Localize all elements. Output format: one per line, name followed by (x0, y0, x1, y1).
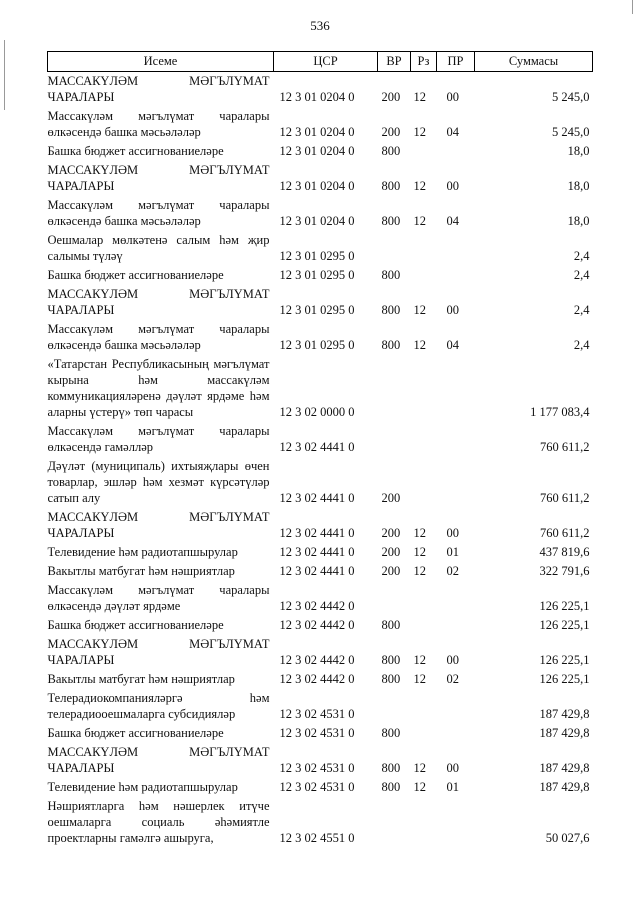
row-vr: 800 (381, 214, 401, 228)
table-row (48, 616, 593, 635)
row-vr (378, 231, 411, 266)
row-sum: 126 225,1 (539, 672, 590, 686)
row-sum: 187 429,8 (539, 780, 590, 794)
row-vr: 800 (381, 726, 401, 740)
row-vr: 200 (381, 125, 401, 139)
table-row (48, 743, 593, 778)
row-name: Массакүләм мәгълүмат чаралары өлкәсендә башка мәсьәләләр (47, 198, 270, 228)
row-sum: 2,4 (573, 338, 590, 352)
table-header-row (48, 52, 593, 72)
row-rz: 12 (413, 545, 426, 559)
header-csr: ЦСР (274, 52, 378, 72)
row-csr: 12 3 02 4442 0 (279, 653, 355, 667)
row-sum: 50 027,6 (545, 831, 590, 845)
row-pr (437, 266, 475, 285)
row-sum: 187 429,8 (539, 761, 590, 775)
table-row (48, 457, 593, 508)
row-sum: 5 245,0 (552, 125, 590, 139)
row-rz (411, 457, 437, 508)
row-vr: 200 (381, 564, 401, 578)
row-vr: 800 (381, 268, 401, 282)
table-body (48, 72, 593, 849)
row-pr: 00 (446, 526, 459, 540)
row-pr (437, 422, 475, 457)
row-rz (411, 422, 437, 457)
row-vr (378, 422, 411, 457)
row-name: МАССАКҮЛӘМ МӘГЪЛҮМАТ ЧАРАЛАРЫ (47, 637, 270, 667)
row-vr: 200 (381, 491, 401, 505)
row-rz (411, 616, 437, 635)
row-sum: 760 611,2 (539, 491, 590, 505)
row-sum: 2,4 (573, 303, 590, 317)
table-row (48, 689, 593, 724)
row-pr: 02 (446, 564, 459, 578)
table-row (48, 285, 593, 320)
row-csr: 12 3 01 0204 0 (279, 214, 355, 228)
table-row (48, 778, 593, 797)
row-vr: 800 (381, 144, 401, 158)
row-sum: 18,0 (567, 144, 590, 158)
table-row (48, 581, 593, 616)
row-name: Телевидение һәм радиотапшырулар (47, 545, 238, 559)
row-pr: 04 (446, 214, 459, 228)
table-row (48, 142, 593, 161)
row-name: Башка бюджет ассигнованиеләре (47, 726, 224, 740)
row-name: Оешмалар мөлкәтенә салым һәм җир салымы түләү (47, 233, 270, 263)
row-name: Массакүләм мәгълүмат чаралары өлкәсендә дәүләт ярдәме (47, 583, 270, 613)
row-sum: 322 791,6 (539, 564, 590, 578)
row-vr: 800 (381, 618, 401, 632)
row-rz: 12 (413, 303, 426, 317)
row-csr: 12 3 01 0295 0 (279, 338, 355, 352)
row-sum: 2,4 (573, 268, 590, 282)
row-rz (411, 689, 437, 724)
row-csr: 12 3 02 4442 0 (279, 672, 355, 686)
table-row (48, 161, 593, 196)
row-rz (411, 355, 437, 422)
row-pr (437, 142, 475, 161)
row-rz: 12 (413, 564, 426, 578)
row-pr: 01 (446, 545, 459, 559)
row-csr: 12 3 01 0295 0 (279, 303, 355, 317)
row-csr: 12 3 02 4531 0 (279, 780, 355, 794)
row-name: Вакытлы матбугат һәм нәшриятлар (47, 672, 235, 686)
row-rz: 12 (413, 90, 426, 104)
row-csr: 12 3 02 4531 0 (279, 726, 355, 740)
row-pr: 00 (446, 653, 459, 667)
row-sum: 2,4 (573, 249, 590, 263)
row-pr (437, 724, 475, 743)
row-pr: 04 (446, 125, 459, 139)
row-csr: 12 3 01 0204 0 (279, 125, 355, 139)
row-name: Башка бюджет ассигнованиеләре (47, 618, 224, 632)
row-pr: 02 (446, 672, 459, 686)
row-csr: 12 3 01 0295 0 (279, 268, 355, 282)
row-rz: 12 (413, 780, 426, 794)
row-name: Башка бюджет ассигнованиеләре (47, 144, 224, 158)
table-row (48, 562, 593, 581)
row-sum: 126 225,1 (539, 618, 590, 632)
row-name: МАССАКҮЛӘМ МӘГЪЛҮМАТ ЧАРАЛАРЫ (47, 745, 270, 775)
row-sum: 187 429,8 (539, 707, 590, 721)
row-vr (378, 355, 411, 422)
row-rz (411, 581, 437, 616)
table-row (48, 266, 593, 285)
row-pr: 00 (446, 761, 459, 775)
row-sum: 187 429,8 (539, 726, 590, 740)
row-rz: 12 (413, 761, 426, 775)
row-rz: 12 (413, 526, 426, 540)
table-row (48, 422, 593, 457)
budget-table (47, 51, 593, 848)
row-vr (378, 689, 411, 724)
row-sum: 126 225,1 (539, 599, 590, 613)
row-csr: 12 3 02 4442 0 (279, 599, 355, 613)
row-name: Телерадиокомпанияләргә һәм телерадиооешмаларга субсидияләр (47, 691, 270, 721)
table-row (48, 320, 593, 355)
row-name: Нәшриятларга һәм нәшерлек итүче оешмаларга социаль әһәмиятле проектларны гамәлгә ашыруга, (47, 799, 270, 845)
row-pr: 01 (446, 780, 459, 794)
row-csr: 12 3 02 4531 0 (279, 707, 355, 721)
row-csr: 12 3 02 4441 0 (279, 564, 355, 578)
header-name: Исеме (48, 52, 274, 72)
row-csr: 12 3 02 4551 0 (279, 831, 355, 845)
row-rz (411, 231, 437, 266)
row-rz: 12 (413, 338, 426, 352)
row-sum: 760 611,2 (539, 440, 590, 454)
scan-margin-mark (632, 0, 633, 14)
row-pr (437, 355, 475, 422)
row-pr: 00 (446, 179, 459, 193)
row-vr: 200 (381, 526, 401, 540)
table-row (48, 724, 593, 743)
row-name: Дәүләт (муниципаль) ихтыяҗлары өчен товарлар, эшләр һәм хезмәт күрсәтүләр сатып алу (47, 459, 270, 505)
row-csr: 12 3 02 4441 0 (279, 526, 355, 540)
header-vr: ВР (378, 52, 411, 72)
table-row (48, 670, 593, 689)
row-vr (378, 797, 411, 848)
row-csr: 12 3 02 0000 0 (279, 405, 355, 419)
row-sum: 18,0 (567, 214, 590, 228)
row-pr (437, 457, 475, 508)
row-csr: 12 3 02 4441 0 (279, 545, 355, 559)
row-sum: 1 177 083,4 (530, 405, 590, 419)
row-csr: 12 3 01 0204 0 (279, 179, 355, 193)
row-csr: 12 3 02 4441 0 (279, 491, 355, 505)
header-sum: Суммасы (475, 52, 593, 72)
row-pr (437, 616, 475, 635)
table-row (48, 355, 593, 422)
row-name: Массакүләм мәгълүмат чаралары өлкәсендә башка мәсьәләләр (47, 109, 270, 139)
row-rz: 12 (413, 672, 426, 686)
row-name: МАССАКҮЛӘМ МӘГЪЛҮМАТ ЧАРАЛАРЫ (47, 74, 270, 104)
row-rz (411, 142, 437, 161)
row-name: Телевидение һәм радиотапшырулар (47, 780, 238, 794)
row-pr: 04 (446, 338, 459, 352)
row-name: МАССАКҮЛӘМ МӘГЪЛҮМАТ ЧАРАЛАРЫ (47, 163, 270, 193)
row-csr: 12 3 02 4531 0 (279, 761, 355, 775)
page-number: 536 (310, 18, 330, 33)
row-vr: 200 (381, 545, 401, 559)
row-rz (411, 724, 437, 743)
row-pr: 00 (446, 90, 459, 104)
row-vr: 800 (381, 303, 401, 317)
row-sum: 5 245,0 (552, 90, 590, 104)
row-vr: 800 (381, 179, 401, 193)
row-sum: 760 611,2 (539, 526, 590, 540)
row-sum: 18,0 (567, 179, 590, 193)
table-row (48, 196, 593, 231)
row-vr: 800 (381, 653, 401, 667)
row-vr (378, 581, 411, 616)
row-pr: 00 (446, 303, 459, 317)
row-rz: 12 (413, 179, 426, 193)
row-name: Массакүләм мәгълүмат чаралары өлкәсендә башка мәсьәләләр (47, 322, 270, 352)
table-row (48, 635, 593, 670)
table-row (48, 107, 593, 142)
scan-margin-mark (4, 40, 5, 110)
row-rz (411, 797, 437, 848)
row-vr: 800 (381, 780, 401, 794)
header-pr: ПР (437, 52, 475, 72)
row-pr (437, 689, 475, 724)
table-row (48, 543, 593, 562)
table-row (48, 508, 593, 543)
row-name: Массакүләм мәгълүмат чаралары өлкәсендә гамәлләр (47, 424, 270, 454)
row-name: Вакытлы матбугат һәм нәшриятлар (47, 564, 235, 578)
table-row (48, 72, 593, 108)
table-row (48, 231, 593, 266)
row-rz: 12 (413, 653, 426, 667)
row-name: Башка бюджет ассигнованиеләре (47, 268, 224, 282)
row-name: МАССАКҮЛӘМ МӘГЪЛҮМАТ ЧАРАЛАРЫ (47, 287, 270, 317)
row-rz: 12 (413, 125, 426, 139)
row-csr: 12 3 01 0204 0 (279, 144, 355, 158)
row-csr: 12 3 02 4442 0 (279, 618, 355, 632)
table-row (48, 797, 593, 848)
row-rz: 12 (413, 214, 426, 228)
row-vr: 800 (381, 672, 401, 686)
row-pr (437, 581, 475, 616)
header-rz: Рз (411, 52, 437, 72)
row-vr: 200 (381, 90, 401, 104)
row-csr: 12 3 01 0204 0 (279, 90, 355, 104)
row-vr: 800 (381, 761, 401, 775)
row-vr: 800 (381, 338, 401, 352)
row-rz (411, 266, 437, 285)
row-pr (437, 231, 475, 266)
row-csr: 12 3 01 0295 0 (279, 249, 355, 263)
row-csr: 12 3 02 4441 0 (279, 440, 355, 454)
row-sum: 126 225,1 (539, 653, 590, 667)
row-name: МАССАКҮЛӘМ МӘГЪЛҮМАТ ЧАРАЛАРЫ (47, 510, 270, 540)
row-sum: 437 819,6 (539, 545, 590, 559)
row-name: «Татарстан Республикасының мәгълүмат кырына һәм массакүләм коммуникацияләренә дәүләт ярдәме һәм аларны үстерү» төп чарасы (47, 357, 270, 419)
row-pr (437, 797, 475, 848)
